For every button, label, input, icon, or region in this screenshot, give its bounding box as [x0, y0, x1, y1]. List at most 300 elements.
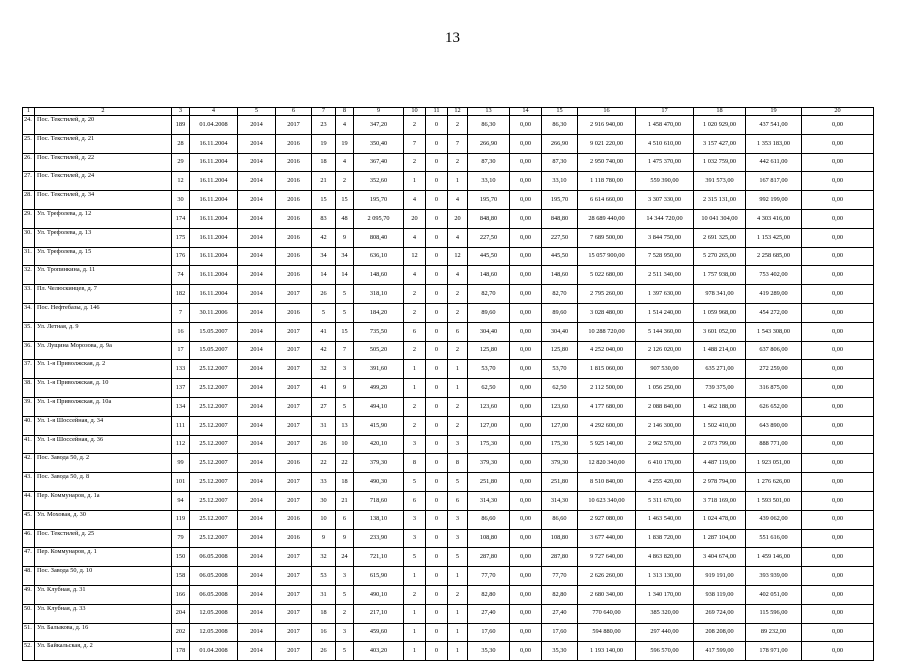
table-cell: Ул. Трефолева, д. 13 [35, 228, 172, 247]
table-cell: 6 614 660,00 [578, 191, 636, 210]
table-cell: 0,00 [802, 360, 874, 379]
table-cell: 9 021 220,00 [578, 134, 636, 153]
table-cell: 0 [426, 604, 448, 623]
table-cell: 167 817,00 [746, 172, 802, 191]
table-cell: 53,70 [468, 360, 510, 379]
table-cell: 86,60 [542, 510, 578, 529]
table-cell: 119 [172, 510, 190, 529]
table-cell: Пос. Завода 50, д. 8 [35, 473, 172, 492]
table-cell: 9 [312, 529, 336, 548]
table-cell: 2014 [238, 529, 276, 548]
table-cell: 16.11.2004 [190, 153, 238, 172]
table-cell: 22 [312, 454, 336, 473]
table-row [23, 360, 874, 379]
table-cell: 0,00 [510, 341, 542, 360]
table-row [23, 116, 874, 135]
table-cell: 1 [404, 567, 426, 586]
table-cell: 2017 [276, 322, 312, 341]
table-cell: 26. [23, 153, 35, 172]
table-cell: 2017 [276, 379, 312, 398]
table-row [23, 585, 874, 604]
table-cell: 4 [404, 266, 426, 285]
table-cell: 45. [23, 510, 35, 529]
table-cell: 739 375,00 [694, 379, 746, 398]
table-cell: 0,00 [510, 116, 542, 135]
table-cell: 0 [426, 491, 448, 510]
table-cell: 17 [172, 341, 190, 360]
table-cell: 379,30 [354, 454, 404, 473]
table-cell: 2014 [238, 116, 276, 135]
table-cell: 2017 [276, 341, 312, 360]
column-number-cell: 2 [35, 108, 172, 116]
table-cell: 4 [404, 191, 426, 210]
table-cell: 0,00 [510, 585, 542, 604]
table-cell: 4 [404, 228, 426, 247]
table-cell: 15 [336, 191, 354, 210]
table-cell: 1 458 470,00 [636, 116, 694, 135]
table-cell: 0 [426, 529, 448, 548]
table-cell: 137 [172, 379, 190, 398]
table-cell: 1 838 720,00 [636, 529, 694, 548]
table-cell: 2 073 799,00 [694, 435, 746, 454]
table-cell: 101 [172, 473, 190, 492]
table-cell: 16 [172, 322, 190, 341]
table-cell: 12 [404, 247, 426, 266]
table-cell: 4 [336, 153, 354, 172]
table-cell: 0,00 [510, 322, 542, 341]
table-cell: 01.04.2008 [190, 642, 238, 661]
table-cell: 9 [336, 379, 354, 398]
column-number-cell: 12 [448, 108, 468, 116]
table-cell: 10 [336, 435, 354, 454]
table-cell: 0,00 [802, 228, 874, 247]
table-cell: 0,00 [510, 491, 542, 510]
table-cell: 415,90 [354, 416, 404, 435]
table-cell: 38. [23, 379, 35, 398]
table-row [23, 548, 874, 567]
table-cell: 2014 [238, 473, 276, 492]
table-cell: 978 341,00 [694, 285, 746, 304]
table-cell: 37. [23, 360, 35, 379]
table-cell: 1 [448, 604, 468, 623]
table-cell: 2 [448, 153, 468, 172]
table-cell: Пос. Завода 50, д. 2 [35, 454, 172, 473]
table-cell: 3 307 330,00 [636, 191, 694, 210]
table-cell: 3 601 052,00 [694, 322, 746, 341]
table-cell: 1 [404, 379, 426, 398]
table-cell: 2016 [276, 153, 312, 172]
table-cell: 287,80 [542, 548, 578, 567]
table-cell: 16.11.2004 [190, 247, 238, 266]
table-cell: 391,60 [354, 360, 404, 379]
table-row [23, 454, 874, 473]
table-cell: 2014 [238, 247, 276, 266]
table-cell: 490,10 [354, 585, 404, 604]
table-cell: 2014 [238, 266, 276, 285]
table-cell: 0,00 [802, 435, 874, 454]
table-cell: 0,00 [510, 209, 542, 228]
table-cell: 2 680 340,00 [578, 585, 636, 604]
table-cell: Ул. Клубная, д. 33 [35, 604, 172, 623]
table-cell: 2017 [276, 642, 312, 661]
table-cell: 20 [448, 209, 468, 228]
table-cell: 4 252 040,00 [578, 341, 636, 360]
table-cell: 15.05.2007 [190, 341, 238, 360]
table-row [23, 435, 874, 454]
table-cell: 175,30 [468, 435, 510, 454]
column-number-cell: 9 [354, 108, 404, 116]
table-row [23, 341, 874, 360]
table-cell: 35,30 [542, 642, 578, 661]
column-number-cell: 5 [238, 108, 276, 116]
table-cell: 4 [336, 116, 354, 135]
table-row [23, 172, 874, 191]
table-cell: Ул. Балыкова, д. 16 [35, 623, 172, 642]
column-number-cell: 8 [336, 108, 354, 116]
table-cell: 06.05.2008 [190, 548, 238, 567]
table-cell: 25.12.2007 [190, 360, 238, 379]
table-cell: 0 [426, 266, 448, 285]
table-cell: 06.05.2008 [190, 567, 238, 586]
table-row [23, 209, 874, 228]
table-cell: 1 340 170,00 [636, 585, 694, 604]
table-row [23, 529, 874, 548]
table-cell: 195,70 [468, 191, 510, 210]
table-row [23, 266, 874, 285]
table-cell: 0 [426, 623, 448, 642]
table-cell: 5 [336, 303, 354, 322]
table-cell: 0 [426, 510, 448, 529]
table-cell: 2016 [276, 247, 312, 266]
table-cell: 53,70 [542, 360, 578, 379]
table-cell: 3 157 427,00 [694, 134, 746, 153]
table-cell: 0,00 [802, 285, 874, 304]
table-cell: 1 [448, 379, 468, 398]
table-cell: 175,30 [542, 435, 578, 454]
table-cell: 3 [336, 360, 354, 379]
table-cell: 83 [312, 209, 336, 228]
table-cell: 1 502 410,00 [694, 416, 746, 435]
table-row [23, 604, 874, 623]
column-number-cell: 11 [426, 108, 448, 116]
table-cell: 0,00 [802, 303, 874, 322]
table-cell: 938 119,00 [694, 585, 746, 604]
table-cell: 1 459 146,00 [746, 548, 802, 567]
table-cell: 41. [23, 435, 35, 454]
table-cell: 2016 [276, 134, 312, 153]
table-cell: 2016 [276, 303, 312, 322]
table-cell: 42 [312, 341, 336, 360]
table-cell: 626 652,00 [746, 397, 802, 416]
table-cell: 0 [426, 379, 448, 398]
table-cell: Ул. Трефолева, д. 15 [35, 247, 172, 266]
table-cell: 2016 [276, 191, 312, 210]
table-cell: 16.11.2004 [190, 172, 238, 191]
table-cell: 2017 [276, 285, 312, 304]
table-cell: 2 [448, 285, 468, 304]
table-cell: 16 [312, 623, 336, 642]
table-cell: 30 [312, 491, 336, 510]
table-cell: 26 [312, 285, 336, 304]
table-cell: 0,00 [510, 228, 542, 247]
table-cell: 2014 [238, 172, 276, 191]
column-number-cell: 15 [542, 108, 578, 116]
table-cell: 266,90 [468, 134, 510, 153]
table-cell: 0 [426, 153, 448, 172]
table-cell: 2016 [276, 209, 312, 228]
table-cell: 0,00 [510, 134, 542, 153]
table-cell: 25.12.2007 [190, 379, 238, 398]
table-cell: 1 514 240,00 [636, 303, 694, 322]
table-cell: 108,80 [468, 529, 510, 548]
table-cell: 39. [23, 397, 35, 416]
table-cell: 0,00 [510, 567, 542, 586]
table-cell: 2014 [238, 209, 276, 228]
table-cell: 753 402,00 [746, 266, 802, 285]
table-cell: 2 126 020,00 [636, 341, 694, 360]
table-cell: 16.11.2004 [190, 228, 238, 247]
table-cell: 4 487 119,00 [694, 454, 746, 473]
table-cell: 29. [23, 209, 35, 228]
table-cell: 176 [172, 247, 190, 266]
table-cell: 4 303 416,00 [746, 209, 802, 228]
table-cell: 2 095,70 [354, 209, 404, 228]
table-cell: 48 [336, 209, 354, 228]
table-cell: 3 [336, 567, 354, 586]
table-cell: 2014 [238, 285, 276, 304]
table-cell: 150 [172, 548, 190, 567]
table-cell: 166 [172, 585, 190, 604]
table-cell: 108,80 [542, 529, 578, 548]
table-cell: 19 [336, 134, 354, 153]
table-cell: 2014 [238, 510, 276, 529]
table-cell: 47. [23, 548, 35, 567]
table-cell: 1 353 183,00 [746, 134, 802, 153]
column-number-cell: 1 [23, 108, 35, 116]
table-cell: 28. [23, 191, 35, 210]
table-cell: 49. [23, 585, 35, 604]
table-cell: 32 [312, 360, 336, 379]
table-cell: 2 511 340,00 [636, 266, 694, 285]
table-cell: 0 [426, 285, 448, 304]
table-cell: 74 [172, 266, 190, 285]
table-cell: 25.12.2007 [190, 454, 238, 473]
table-cell: 5 [448, 548, 468, 567]
table-cell: 992 199,00 [746, 191, 802, 210]
table-cell: 2 [448, 585, 468, 604]
table-cell: 316 875,00 [746, 379, 802, 398]
table-cell: Ул. 1-я Приволжская, д. 10а [35, 397, 172, 416]
table-cell: 46. [23, 529, 35, 548]
table-cell: 1 313 130,00 [636, 567, 694, 586]
table-cell: 1 287 104,00 [694, 529, 746, 548]
table-cell: 272 259,00 [746, 360, 802, 379]
table-cell: 2014 [238, 642, 276, 661]
table-cell: 8 [448, 454, 468, 473]
table-cell: 53 [312, 567, 336, 586]
table-cell: Пос. Нефтебазы, д. 146 [35, 303, 172, 322]
table-cell: 3 404 674,00 [694, 548, 746, 567]
table-cell: 19 [312, 134, 336, 153]
table-cell: 77,70 [542, 567, 578, 586]
table-cell: 16.11.2004 [190, 266, 238, 285]
table-cell: 0,00 [510, 247, 542, 266]
table-cell: 13 [336, 416, 354, 435]
table-cell: 2 [448, 303, 468, 322]
table-cell: 2 [404, 116, 426, 135]
table-cell: 4 510 610,00 [636, 134, 694, 153]
table-cell: 195,70 [354, 191, 404, 210]
table-cell: 0,00 [802, 266, 874, 285]
table-cell: Ул. Байкальская, д. 2 [35, 642, 172, 661]
table-cell: 304,40 [468, 322, 510, 341]
table-cell: 3 [448, 529, 468, 548]
table-cell: 2017 [276, 548, 312, 567]
table-cell: 16.11.2004 [190, 134, 238, 153]
table-cell: 12.05.2008 [190, 604, 238, 623]
table-cell: 2017 [276, 567, 312, 586]
table-cell: 2014 [238, 360, 276, 379]
table-cell: 0 [426, 247, 448, 266]
table-cell: 3 718 169,00 [694, 491, 746, 510]
data-table [22, 107, 874, 661]
table-cell: 1 153 425,00 [746, 228, 802, 247]
table-cell: 33. [23, 285, 35, 304]
table-cell: 1 543 308,00 [746, 322, 802, 341]
table-cell: 82,80 [542, 585, 578, 604]
table-cell: 33,10 [468, 172, 510, 191]
table-cell: 559 390,00 [636, 172, 694, 191]
table-cell: 34. [23, 303, 35, 322]
table-cell: 0,00 [510, 510, 542, 529]
table-cell: 8 510 840,00 [578, 473, 636, 492]
table-cell: 2 258 685,00 [746, 247, 802, 266]
table-cell: 23 [312, 116, 336, 135]
table-cell: 33,10 [542, 172, 578, 191]
table-row [23, 473, 874, 492]
table-cell: 2014 [238, 322, 276, 341]
table-cell: 1 059 968,00 [694, 303, 746, 322]
table-cell: 2016 [276, 529, 312, 548]
table-cell: 36. [23, 341, 35, 360]
table-cell: 0,00 [802, 510, 874, 529]
table-cell: 0,00 [510, 548, 542, 567]
table-cell: 3 028 480,00 [578, 303, 636, 322]
table-cell: 14 344 720,00 [636, 209, 694, 228]
table-cell: 202 [172, 623, 190, 642]
table-cell: 445,50 [542, 247, 578, 266]
table-cell: 3 [404, 529, 426, 548]
table-cell: 1 923 051,00 [746, 454, 802, 473]
table-cell: 5 [336, 285, 354, 304]
table-cell: 14 [336, 266, 354, 285]
table-cell: 204 [172, 604, 190, 623]
table-cell: 0 [426, 548, 448, 567]
table-cell: 2014 [238, 623, 276, 642]
table-cell: 148,60 [354, 266, 404, 285]
table-cell: 1 475 370,00 [636, 153, 694, 172]
table-cell: 6 [448, 491, 468, 510]
table-cell: 0,00 [510, 191, 542, 210]
table-cell: 1 [448, 172, 468, 191]
table-cell: 5 144 360,00 [636, 322, 694, 341]
table-cell: 0 [426, 303, 448, 322]
table-cell: 0,00 [802, 491, 874, 510]
table-cell: 848,80 [468, 209, 510, 228]
table-cell: 217,10 [354, 604, 404, 623]
table-cell: 29 [172, 153, 190, 172]
table-cell: Пос. Текстилей, д. 24 [35, 172, 172, 191]
table-cell: 0,00 [802, 134, 874, 153]
table-cell: 28 689 440,00 [578, 209, 636, 228]
table-cell: 2 962 570,00 [636, 435, 694, 454]
table-cell: 25.12.2007 [190, 491, 238, 510]
table-cell: 148,60 [542, 266, 578, 285]
table-cell: 0,00 [510, 266, 542, 285]
table-cell: 123,60 [468, 397, 510, 416]
table-cell: 24. [23, 116, 35, 135]
table-cell: 115 596,00 [746, 604, 802, 623]
table-row [23, 379, 874, 398]
table-cell: 3 [448, 435, 468, 454]
table-cell: 1 [448, 567, 468, 586]
table-cell: 0,00 [802, 379, 874, 398]
table-cell: Пос. Текстилей, д. 25 [35, 529, 172, 548]
table-cell: 2014 [238, 379, 276, 398]
table-cell: 1 397 630,00 [636, 285, 694, 304]
table-cell: 2 927 080,00 [578, 510, 636, 529]
table-cell: 27 [312, 397, 336, 416]
table-cell: 21 [312, 172, 336, 191]
table-cell: 86,60 [468, 510, 510, 529]
table-cell: 2 [448, 341, 468, 360]
table-cell: 5 [448, 473, 468, 492]
table-cell: 1 024 478,00 [694, 510, 746, 529]
table-cell: 77,70 [468, 567, 510, 586]
table-cell: 635 271,00 [694, 360, 746, 379]
table-cell: 403,20 [354, 642, 404, 661]
table-cell: 133 [172, 360, 190, 379]
table-cell: 25.12.2007 [190, 397, 238, 416]
column-number-cell: 6 [276, 108, 312, 116]
column-number-cell: 17 [636, 108, 694, 116]
table-cell: 0,00 [510, 397, 542, 416]
table-cell: 2014 [238, 416, 276, 435]
table-cell: 28 [172, 134, 190, 153]
table-cell: 35,30 [468, 642, 510, 661]
table-cell: 499,20 [354, 379, 404, 398]
table-cell: 0,00 [802, 397, 874, 416]
table-cell: 134 [172, 397, 190, 416]
table-cell: 2014 [238, 567, 276, 586]
table-cell: 6 [448, 322, 468, 341]
table-cell: 0 [426, 397, 448, 416]
table-cell: 808,40 [354, 228, 404, 247]
table-cell: 233,90 [354, 529, 404, 548]
column-number-cell: 20 [802, 108, 874, 116]
table-cell: 189 [172, 116, 190, 135]
table-cell: 2016 [276, 454, 312, 473]
table-cell: 287,80 [468, 548, 510, 567]
table-cell: 454 272,00 [746, 303, 802, 322]
table-cell: 442 611,00 [746, 153, 802, 172]
table-cell: 227,50 [468, 228, 510, 247]
table-cell: 2 [404, 303, 426, 322]
table-cell: 15.05.2007 [190, 322, 238, 341]
table-cell: 2 146 300,00 [636, 416, 694, 435]
table-cell: 26 [312, 642, 336, 661]
table-cell: Пос. Текстилей, д. 34 [35, 191, 172, 210]
